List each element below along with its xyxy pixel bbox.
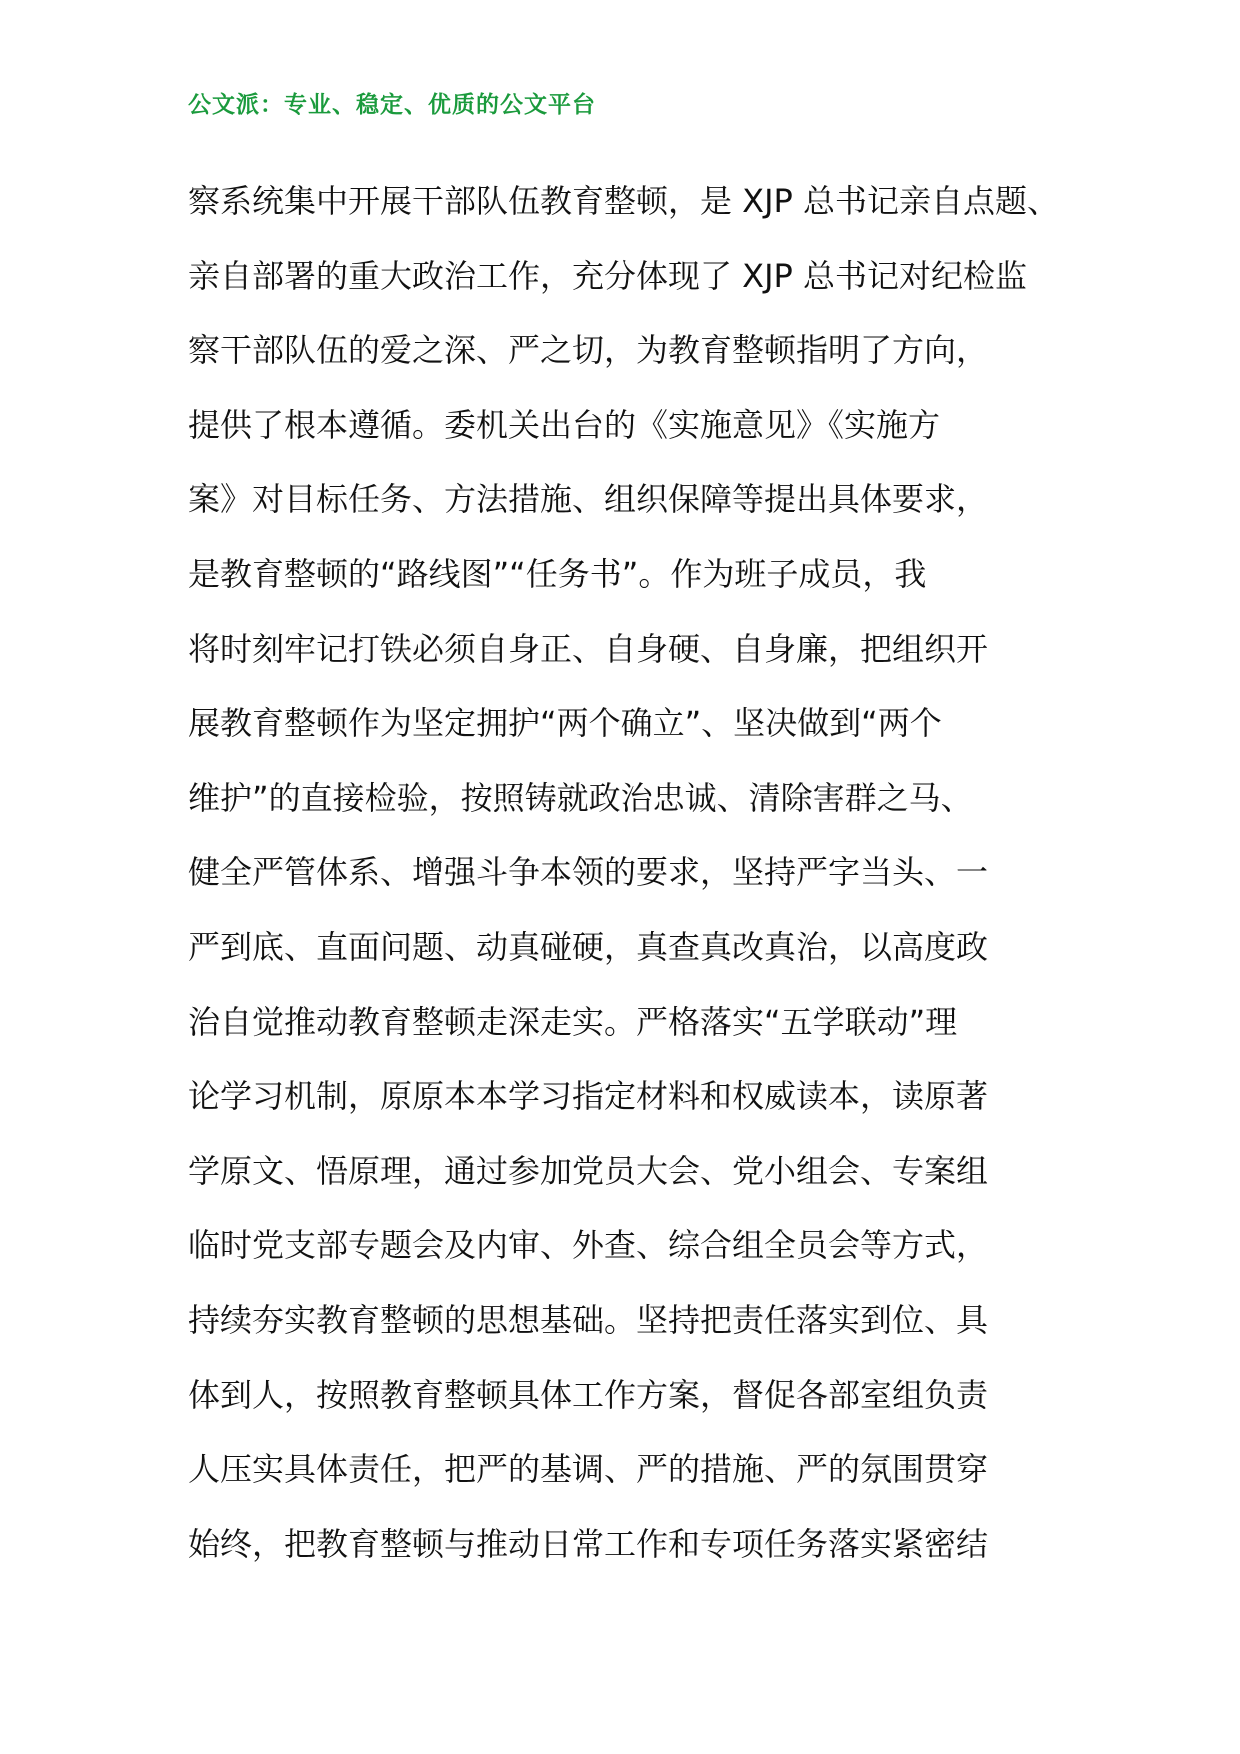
text-line: 健全严管体系、增强斗争本领的要求，坚持严字当头、一: [188, 853, 989, 892]
text-line: 论学习机制，原原本本学习指定材料和权威读本，读原著: [188, 1077, 989, 1116]
text-line: 是教育整顿的“路线图”“任务书”。作为班子成员，我: [188, 554, 927, 593]
text-line: 案》对目标任务、方法措施、组织保障等提出具体要求，: [188, 480, 989, 519]
body-paragraph: [188, 164, 1068, 1581]
text-line: 展教育整顿作为坚定拥护“两个确立”、坚决做到“两个: [188, 704, 942, 743]
text-line: 持续夯实教育整顿的思想基础。坚持把责任落实到位、具: [188, 1300, 989, 1339]
text-line: 始终，把教育整顿与推动日常工作和专项任务落实紧密结: [188, 1524, 989, 1563]
page-header: 公文派：专业、稳定、优质的公文平台: [188, 91, 596, 118]
text-line: 提供了根本遵循。委机关出台的《实施意见》《实施方: [188, 405, 941, 444]
text-line: 人压实具体责任，把严的基调、严的措施、严的氛围贯穿: [188, 1450, 989, 1489]
text-line: 察系统集中开展干部队伍教育整顿，是 XJP 总书记亲自点题、: [188, 182, 1060, 220]
text-line: 将时刻牢记打铁必须自身正、自身硬、自身廉，把组织开: [188, 629, 989, 668]
text-line: 治自觉推动教育整顿走深走实。严格落实“五学联动”理: [188, 1002, 958, 1041]
text-line: 临时党支部专题会及内审、外查、综合组全员会等方式，: [188, 1226, 989, 1265]
text-line: 严到底、直面问题、动真碰硬，真查真改真治，以高度政: [188, 927, 989, 966]
text-line: 学原文、悟原理，通过参加党员大会、党小组会、专案组: [188, 1151, 989, 1190]
text-line: 维护”的直接检验，按照铸就政治忠诚、清除害群之马、: [188, 778, 973, 817]
text-line: 亲自部署的重大政治工作，充分体现了 XJP 总书记对纪检监: [188, 256, 1028, 295]
text-line: 体到人，按照教育整顿具体工作方案，督促各部室组负责: [188, 1375, 989, 1414]
text-line: 察干部队伍的爱之深、严之切，为教育整顿指明了方向，: [188, 331, 989, 370]
